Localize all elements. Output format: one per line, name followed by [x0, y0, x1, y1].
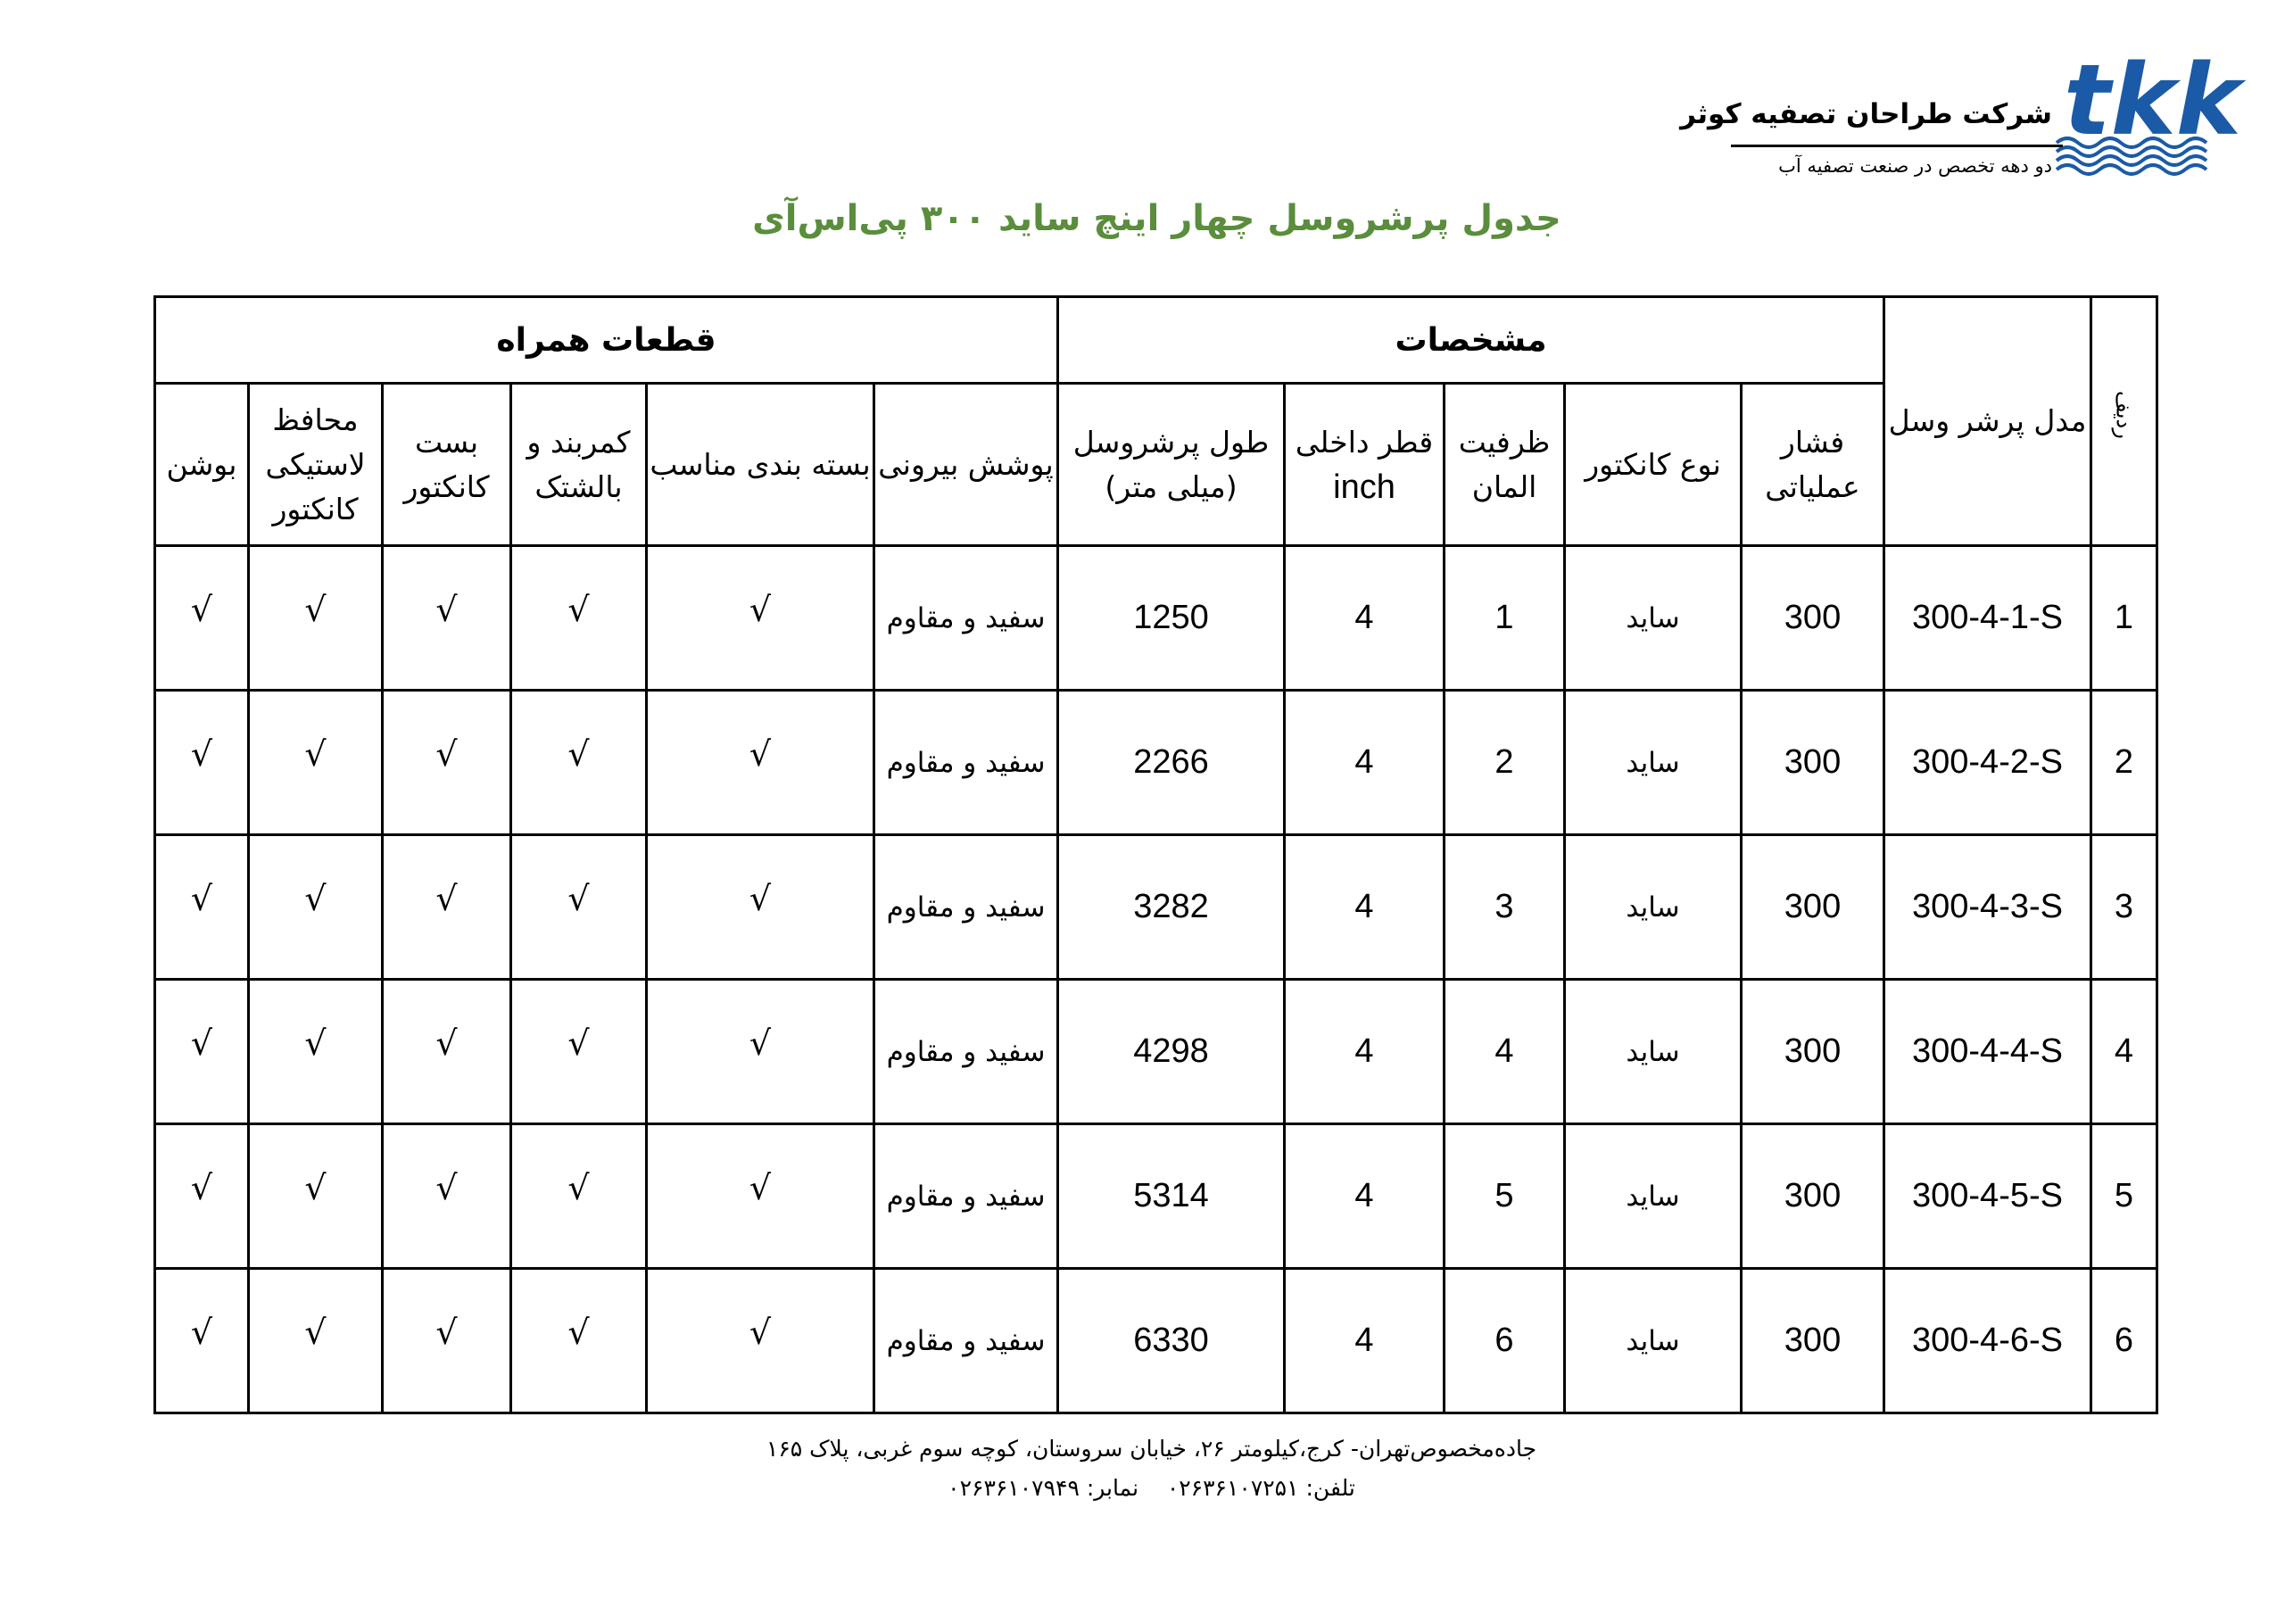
cell-capacity: 5	[1445, 1124, 1565, 1269]
col-header-belt: کمربند و بالشتک	[511, 384, 647, 546]
cell-cover: سفید و مقاوم	[874, 1124, 1058, 1269]
check-guard: √	[249, 546, 383, 691]
check-packaging: √	[647, 1124, 874, 1269]
col-header-row-no: ردیف	[2091, 297, 2157, 546]
cell-pressure: 300	[1742, 1269, 1884, 1413]
cell-pressure: 300	[1742, 546, 1884, 691]
col-header-cover: پوشش بیرونی	[874, 384, 1058, 546]
cell-model: 300-4-4-S	[1884, 980, 2091, 1124]
table-row	[155, 1269, 2157, 1413]
cell-capacity: 1	[1445, 546, 1565, 691]
header-rule	[1731, 145, 2063, 147]
check-bushing: √	[155, 980, 249, 1124]
cell-connector: ساید	[1565, 980, 1742, 1124]
col-header-inner-diameter	[1285, 384, 1445, 546]
cell-length: 4298	[1058, 980, 1285, 1124]
cell-cover: سفید و مقاوم	[874, 980, 1058, 1124]
check-bushing: √	[155, 1269, 249, 1413]
check-belt: √	[511, 835, 647, 980]
cell-row-no: 1	[2091, 546, 2157, 691]
col-header-connector-type: نوع کانکتور	[1565, 384, 1742, 546]
check-guard: √	[249, 1269, 383, 1413]
check-guard: √	[249, 835, 383, 980]
col-header-connector-clamp: بست کانکتور	[383, 384, 511, 546]
col-header-rubber-guard: محافظ لاستیکی کانکتور	[249, 384, 383, 546]
cell-cover: سفید و مقاوم	[874, 546, 1058, 691]
check-packaging: √	[647, 546, 874, 691]
check-belt: √	[511, 1269, 647, 1413]
cell-model: 300-4-2-S	[1884, 691, 2091, 835]
cell-length: 5314	[1058, 1124, 1285, 1269]
cell-pressure: 300	[1742, 980, 1884, 1124]
group-header-specs: مشخصات	[1058, 297, 1884, 384]
col-header-length: طول پرشروسل (میلی متر)	[1058, 384, 1285, 546]
logo-text: tkk	[2064, 43, 2241, 157]
check-bushing: √	[155, 546, 249, 691]
check-clamp: √	[383, 980, 511, 1124]
cell-connector: ساید	[1565, 1124, 1742, 1269]
footer-phone: تلفن: ۰۲۶۳۶۱۰۷۲۵۱ نمابر: ۰۲۶۳۶۱۰۷۹۴۹	[948, 1475, 1355, 1501]
column-header-row	[155, 384, 2157, 546]
cell-connector: ساید	[1565, 835, 1742, 980]
cell-row-no: 3	[2091, 835, 2157, 980]
cell-model: 300-4-1-S	[1884, 546, 2091, 691]
cell-cover: سفید و مقاوم	[874, 1269, 1058, 1413]
check-packaging: √	[647, 980, 874, 1124]
check-bushing: √	[155, 1124, 249, 1269]
check-guard: √	[249, 691, 383, 835]
check-belt: √	[511, 980, 647, 1124]
cell-model: 300-4-6-S	[1884, 1269, 2091, 1413]
cell-capacity: 3	[1445, 835, 1565, 980]
company-name: شرکت طراحان تصفیه کوثر	[1680, 98, 2052, 130]
check-guard: √	[249, 1124, 383, 1269]
check-clamp: √	[383, 835, 511, 980]
cell-length: 2266	[1058, 691, 1285, 835]
company-logo	[2057, 43, 2241, 180]
cell-row-no: 2	[2091, 691, 2157, 835]
cell-connector: ساید	[1565, 691, 1742, 835]
check-guard: √	[249, 980, 383, 1124]
table-row	[155, 835, 2157, 980]
company-tagline: دو دهه تخصص در صنعت تصفیه آب	[1778, 155, 2052, 177]
check-clamp: √	[383, 546, 511, 691]
check-belt: √	[511, 691, 647, 835]
cell-connector: ساید	[1565, 546, 1742, 691]
pressure-vessel-table	[153, 295, 2158, 1414]
cell-row-no: 6	[2091, 1269, 2157, 1413]
cell-diameter: 4	[1285, 691, 1445, 835]
cell-capacity: 4	[1445, 980, 1565, 1124]
check-packaging: √	[647, 1269, 874, 1413]
cell-row-no: 4	[2091, 980, 2157, 1124]
inner-diameter-label: قطر داخلی	[1295, 424, 1434, 460]
cell-connector: ساید	[1565, 1269, 1742, 1413]
cell-pressure: 300	[1742, 691, 1884, 835]
cell-length: 3282	[1058, 835, 1285, 980]
table-row	[155, 980, 2157, 1124]
cell-diameter: 4	[1285, 1269, 1445, 1413]
check-bushing: √	[155, 691, 249, 835]
table-row	[155, 546, 2157, 691]
cell-diameter: 4	[1285, 1124, 1445, 1269]
cell-diameter: 4	[1285, 546, 1445, 691]
col-header-model: مدل پرشر وسل	[1884, 297, 2091, 546]
cell-pressure: 300	[1742, 835, 1884, 980]
cell-pressure: 300	[1742, 1124, 1884, 1269]
cell-capacity: 6	[1445, 1269, 1565, 1413]
group-header-row	[155, 297, 2157, 384]
check-clamp: √	[383, 691, 511, 835]
col-header-capacity: ظرفیت المان	[1445, 384, 1565, 546]
col-header-bushing: بوشن	[155, 384, 249, 546]
check-clamp: √	[383, 1269, 511, 1413]
check-bushing: √	[155, 835, 249, 980]
inner-diameter-unit: inch	[1333, 468, 1395, 506]
page-title: جدول پرشروسل چهار اینچ ساید ۳۰۰ پی‌اس‌آی	[752, 198, 1561, 239]
group-header-accessories: قطعات همراه	[155, 297, 1058, 384]
footer-address: جاده‌مخصوص‌تهران- کرج،کیلومتر ۲۶، خیابان سروستان، کوچه سوم غربی، پلاک ۱۶۵	[766, 1436, 1537, 1462]
check-packaging: √	[647, 835, 874, 980]
cell-cover: سفید و مقاوم	[874, 835, 1058, 980]
col-header-pressure: فشار عملیاتی	[1742, 384, 1884, 546]
cell-capacity: 2	[1445, 691, 1565, 835]
check-clamp: √	[383, 1124, 511, 1269]
check-packaging: √	[647, 691, 874, 835]
cell-model: 300-4-5-S	[1884, 1124, 2091, 1269]
cell-model: 300-4-3-S	[1884, 835, 2091, 980]
check-belt: √	[511, 1124, 647, 1269]
cell-length: 6330	[1058, 1269, 1285, 1413]
table-row	[155, 1124, 2157, 1269]
company-header	[1680, 43, 2241, 189]
cell-length: 1250	[1058, 546, 1285, 691]
cell-diameter: 4	[1285, 980, 1445, 1124]
page-footer	[0, 1429, 2285, 1508]
check-belt: √	[511, 546, 647, 691]
cell-row-no: 5	[2091, 1124, 2157, 1269]
cell-cover: سفید و مقاوم	[874, 691, 1058, 835]
table-row	[155, 691, 2157, 835]
cell-diameter: 4	[1285, 835, 1445, 980]
col-header-packaging: بسته بندی مناسب	[647, 384, 874, 546]
